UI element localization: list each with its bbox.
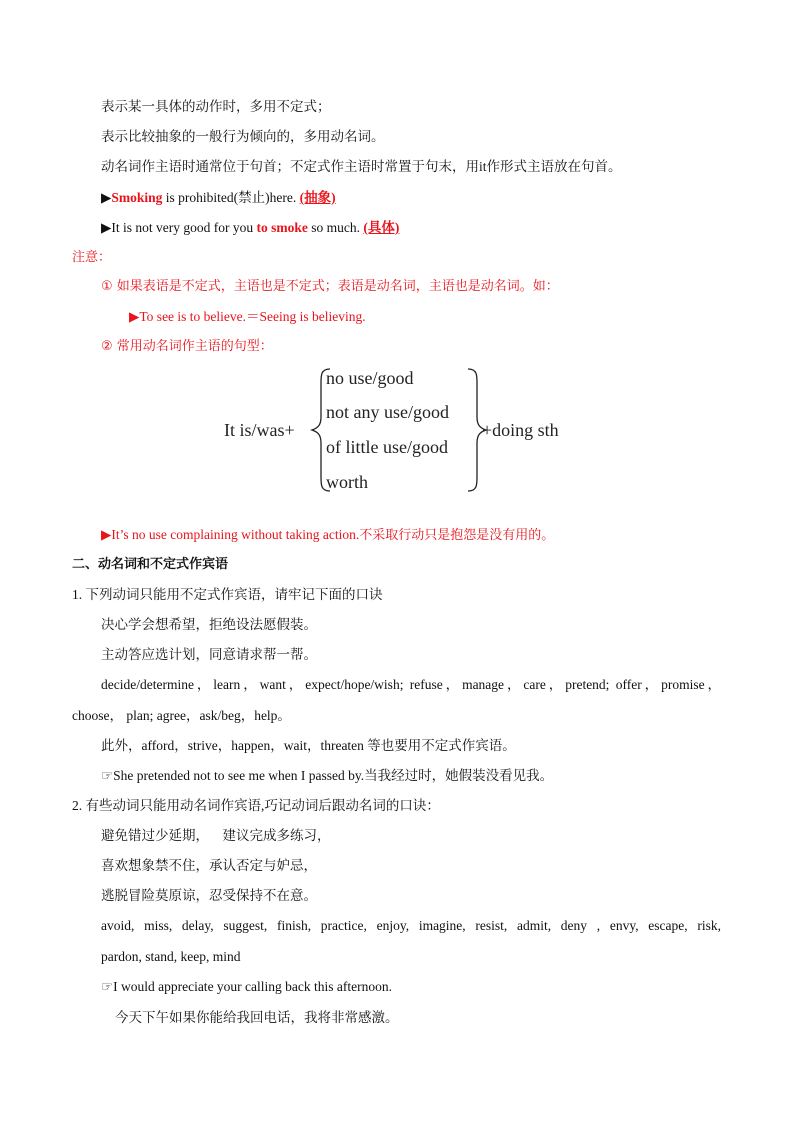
- note-item-1: ① 如果表语是不定式，主语也是不定式；表语是动名词，主语也是动名词。如：: [101, 279, 559, 294]
- formula-option: of little use/good: [326, 437, 448, 457]
- example-text-after: so much.: [307, 220, 364, 235]
- example-text-before: It is not very good for you: [111, 220, 257, 235]
- subsection-gerund-title: 2. 有些动词只能用动名词作宾语,巧记动词后跟动名词的口诀：: [72, 798, 440, 813]
- gerund-example-translation: 今天下午如果你能给我回电话，我将非常感激。: [115, 1010, 399, 1025]
- infinitive-example: ☞She pretended not to see me when I passed by.当我经过时，她假装没看见我。: [101, 768, 554, 783]
- formula-option: no use/good: [326, 368, 414, 388]
- gerund-verb-list-cont: pardon, stand, keep, mind: [101, 949, 241, 964]
- rule-abstract: 表示比较抽象的一般行为倾向的，多用动名词。: [101, 129, 385, 144]
- subsection-infinitive-title: 1. 下列动词只能用不定式作宾语，请牢记下面的口诀: [72, 587, 383, 602]
- example-smoking: [101, 188, 336, 208]
- rule-concrete: 表示某一具体的动作时，多用不定式；: [101, 99, 331, 114]
- formula-option: worth: [326, 472, 368, 492]
- bullet: ▶: [101, 190, 112, 205]
- formula-option: not any use/good: [326, 402, 449, 422]
- formula-lead: It is/was+: [224, 420, 295, 440]
- rhyme-line: 逃脱冒险莫原谅，忍受保持不在意。: [101, 888, 317, 903]
- keyword-smoking: Smoking: [111, 190, 163, 205]
- rule-subject-position: 动名词作主语时通常位于句首；不定式作主语时常置于句末，用it作形式主语放在句首。: [101, 159, 622, 174]
- note-item-1-example: ▶To see is to believe.＝Seeing is believing.: [129, 309, 366, 324]
- tag-concrete: (具体): [363, 220, 400, 235]
- gerund-example: ☞I would appreciate your calling back this afternoon.: [101, 979, 393, 994]
- rhyme-line: 主动答应选计划，同意请求帮一帮。: [101, 647, 317, 662]
- bullet: ▶: [101, 220, 112, 235]
- infinitive-verb-list: decide/determine，learn，want，expect/hope/wish; refuse，manage，care，pretend; offer，promise，: [101, 677, 721, 692]
- example-no-use: [101, 525, 554, 546]
- gerund-verb-list: avoid, miss, delay, suggest, finish, practice, enjoy, imagine, resist, admit, deny , envy, escape, risk,: [101, 918, 721, 933]
- section-heading-objects: 二、动名词和不定式作宾语: [72, 557, 229, 572]
- example-chinese: 不采取行动只是抱怨是没有用的。: [359, 528, 555, 543]
- tag-abstract: (抽象): [299, 190, 336, 205]
- formula-tail: +doing sth: [482, 420, 559, 440]
- note-title: 注意：: [72, 250, 112, 265]
- infinitive-verb-list-cont: choose， plan; agree，ask/beg，help。: [72, 708, 291, 723]
- rhyme-line: 喜欢想象禁不住，承认否定与妒忌，: [101, 858, 317, 873]
- note-item-2: ② 常用动名词作主语的句型：: [101, 339, 273, 354]
- keyword-to-smoke: to smoke: [256, 220, 308, 235]
- rhyme-line: 决心学会想希望，拒绝设法愿假装。: [101, 617, 317, 632]
- example-to-smoke: [101, 218, 399, 238]
- example-english: ▶It’s no use complaining without taking action.: [101, 527, 360, 542]
- rhyme-line: 避免错过少延期， 建议完成多练习，: [101, 828, 331, 843]
- infinitive-extra-verbs: 此外，afford，strive，happen，wait，threaten 等也要用不定式作宾语。: [101, 738, 516, 753]
- gerund-subject-formula: [220, 365, 580, 495]
- example-text: is prohibited(禁止)here.: [162, 190, 300, 205]
